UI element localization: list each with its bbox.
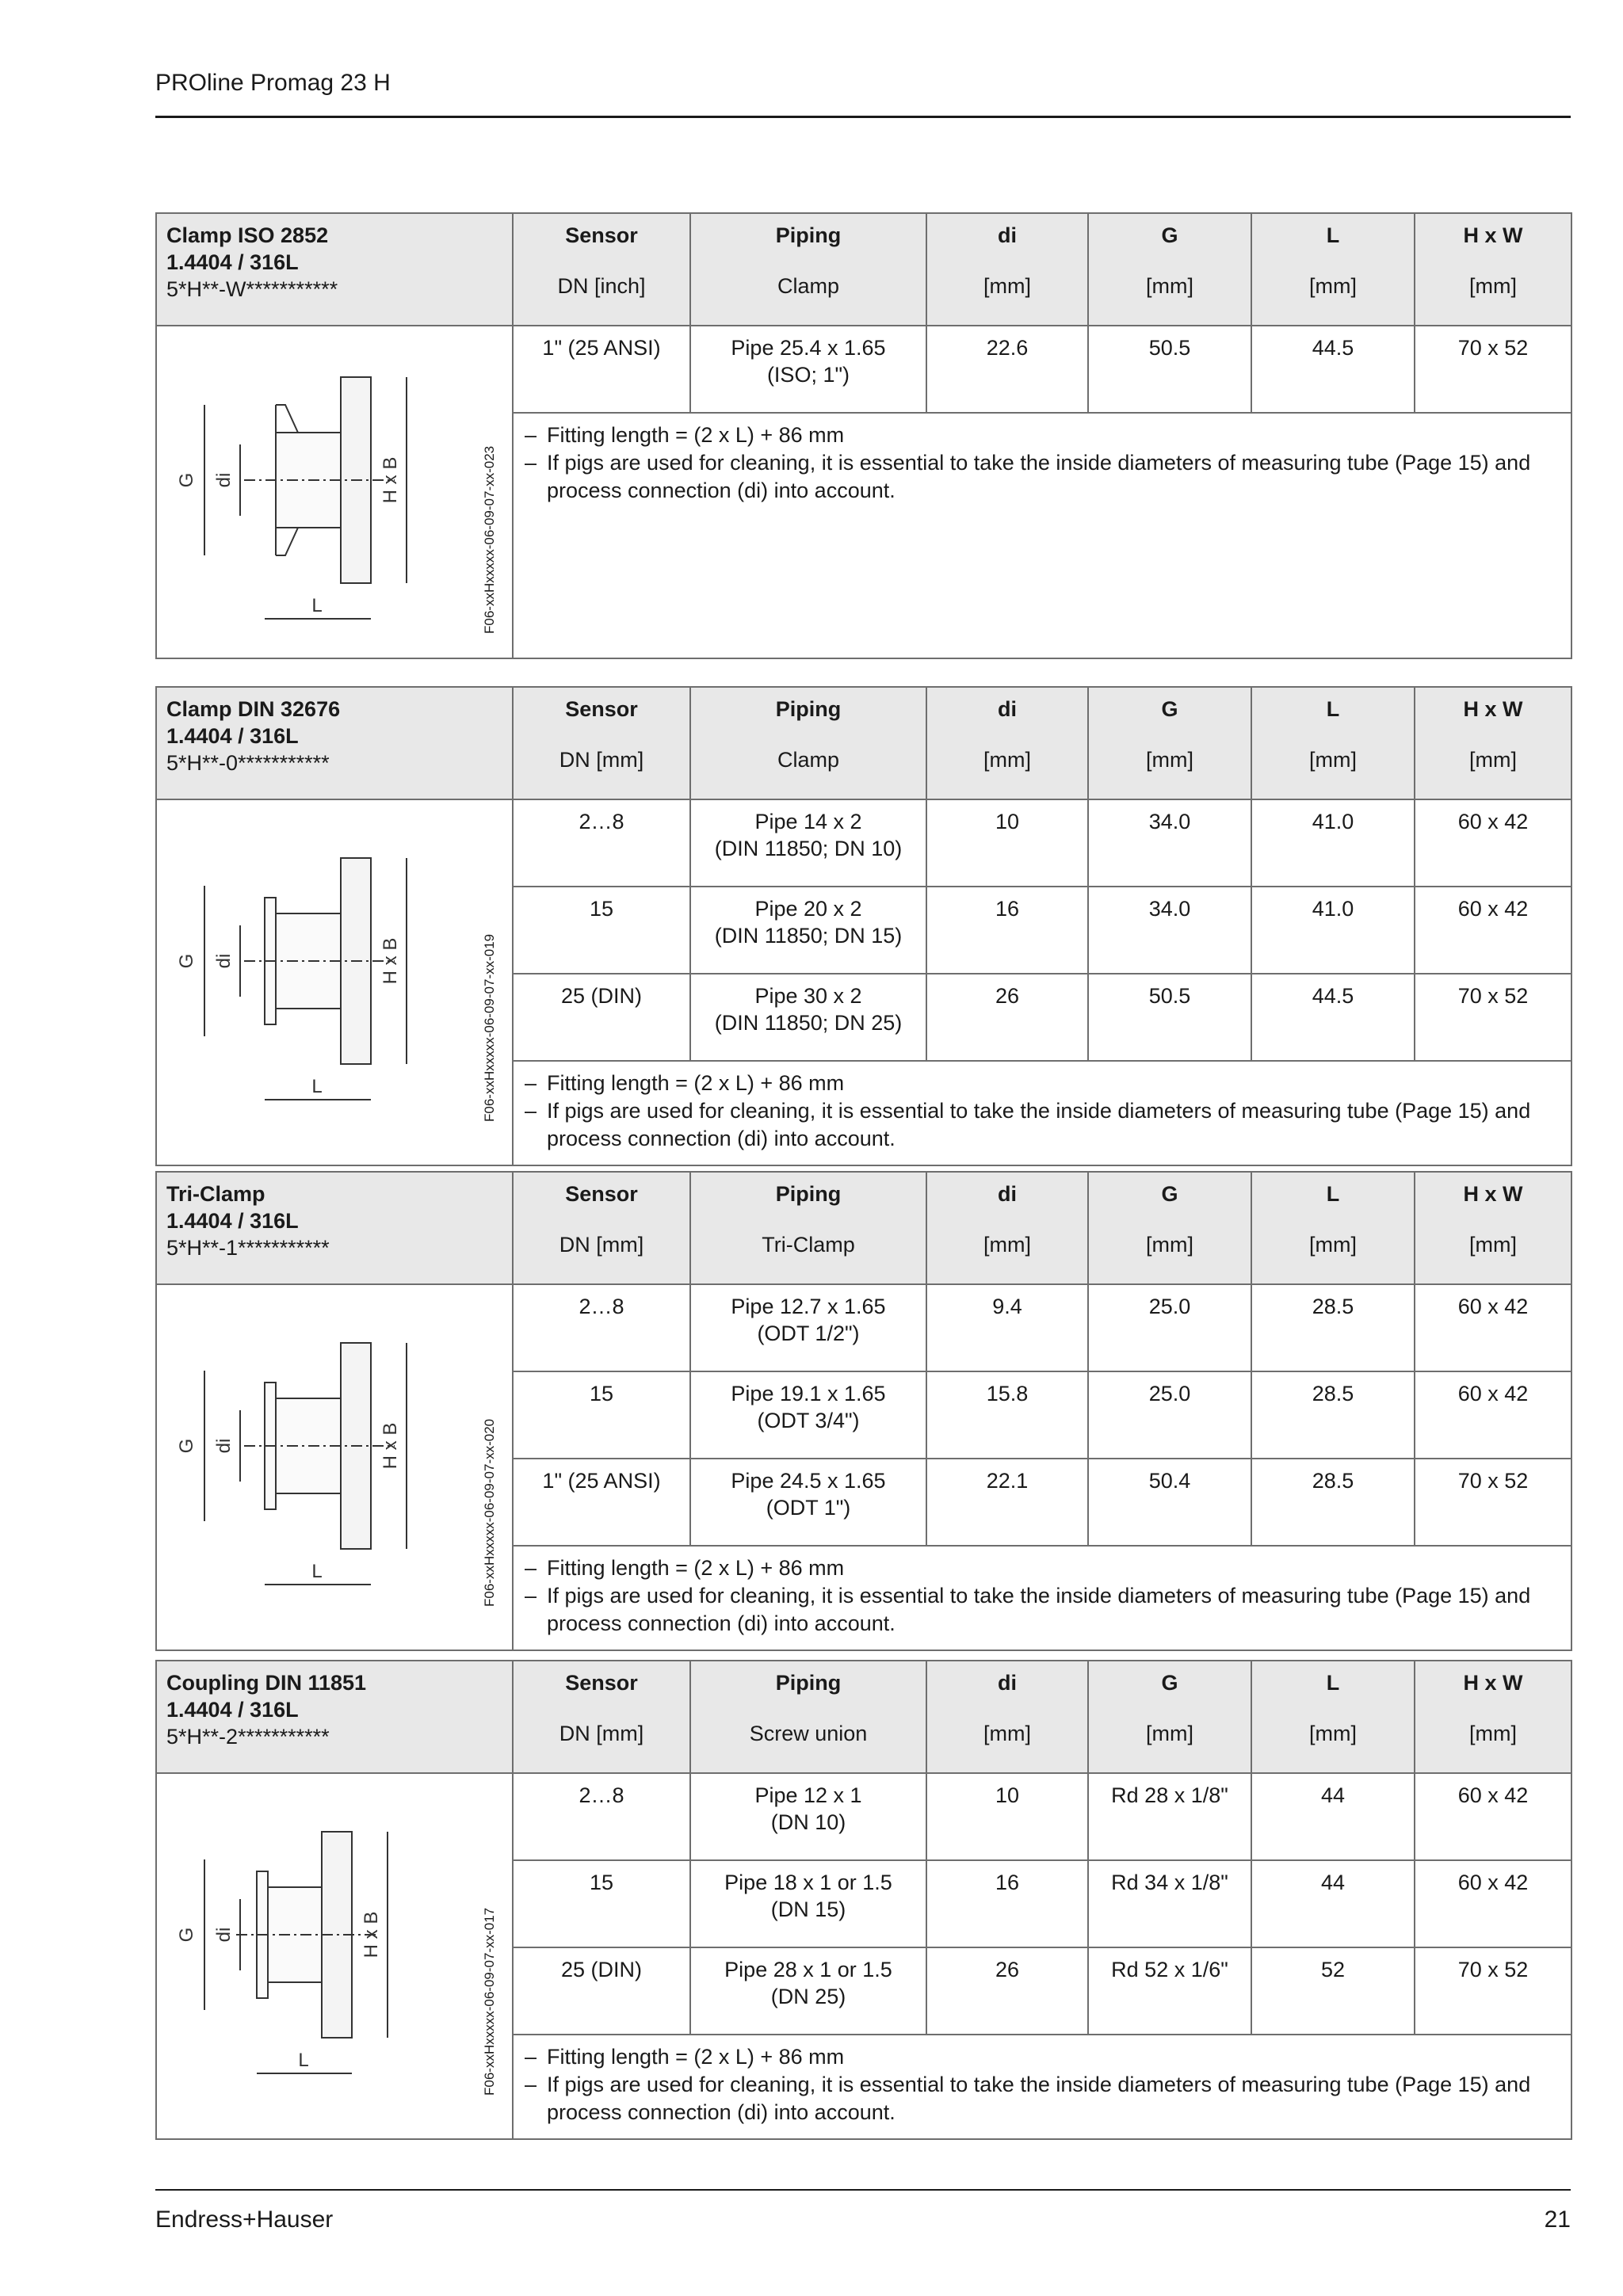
- column-header-piping: [690, 213, 926, 326]
- column-label-g: G: [1161, 697, 1178, 721]
- column-label-di: di: [998, 1671, 1017, 1695]
- cell-piping: Pipe 12 x 1 (DN 10): [690, 1773, 926, 1860]
- table-row: [156, 326, 1571, 413]
- cell-sensor: 25 (DIN): [513, 974, 690, 1061]
- cell-l: 41.0: [1251, 799, 1415, 887]
- notes-cell: [513, 1546, 1571, 1650]
- column-unit-g: [mm]: [1146, 1233, 1193, 1257]
- cell-g: 50.5: [1088, 326, 1251, 413]
- column-header-l: [1251, 213, 1415, 326]
- spec-table: [155, 1660, 1572, 2140]
- page-number: 21: [1544, 2206, 1571, 2233]
- note-item: – If pigs are used for cleaning, it is essential to take the inside diameters of measuring tube (Page 15) and process connection (di) into account.: [525, 2071, 1558, 2126]
- table-header-row: [156, 213, 1571, 326]
- cell-di: 10: [926, 1773, 1088, 1860]
- column-label-sensor: Sensor: [565, 1671, 638, 1695]
- cell-sensor: 25 (DIN): [513, 1947, 690, 2035]
- column-header-sensor: [513, 687, 690, 799]
- column-unit-g: [mm]: [1146, 1722, 1193, 1745]
- label-g: G: [176, 1927, 197, 1943]
- column-unit-sensor: DN [mm]: [559, 1722, 644, 1745]
- cell-g: 50.4: [1088, 1459, 1251, 1546]
- column-label-di: di: [998, 1182, 1017, 1206]
- cell-hxw: 70 x 52: [1415, 1459, 1571, 1546]
- column-label-piping: Piping: [775, 1182, 842, 1206]
- column-header-piping: [690, 1172, 926, 1284]
- column-unit-g: [mm]: [1146, 274, 1193, 298]
- column-label-sensor: Sensor: [565, 223, 638, 247]
- column-header-g: [1088, 687, 1251, 799]
- column-unit-hxw: [mm]: [1469, 748, 1517, 772]
- fitting-figure: [157, 800, 512, 1138]
- label-di: di: [213, 1438, 235, 1454]
- notes-cell: [513, 1061, 1571, 1165]
- fitting-figure: [157, 1285, 512, 1623]
- cell-g: 34.0: [1088, 887, 1251, 974]
- note-item: – Fitting length = (2 x L) + 86 mm: [525, 421, 1558, 449]
- cell-hxw: 60 x 42: [1415, 887, 1571, 974]
- cell-hxw: 60 x 42: [1415, 1284, 1571, 1371]
- column-label-piping: Piping: [775, 697, 842, 721]
- cell-di: 22.6: [926, 326, 1088, 413]
- page-header-title: PROline Promag 23 H: [155, 70, 391, 96]
- material-label: 1.4404 / 316L: [166, 724, 299, 748]
- column-header-hxw: [1415, 213, 1571, 326]
- table-header-row: [156, 1172, 1571, 1284]
- label-l: L: [311, 595, 323, 616]
- figure-code: F06-xxHxxxxx-06-09-07-xx-019: [482, 933, 497, 1122]
- column-unit-l: [mm]: [1309, 1722, 1357, 1745]
- column-header-g: [1088, 213, 1251, 326]
- connection-title: Clamp ISO 2852: [166, 223, 329, 247]
- cell-di: 10: [926, 799, 1088, 887]
- column-header-hxw: [1415, 1661, 1571, 1773]
- order-code: 5*H**-0***********: [166, 751, 330, 775]
- column-header-di: [926, 687, 1088, 799]
- footer-rule: [155, 2189, 1571, 2191]
- note-item: – Fitting length = (2 x L) + 86 mm: [525, 1554, 1558, 1582]
- cell-piping: Pipe 30 x 2 (DIN 11850; DN 25): [690, 974, 926, 1061]
- label-di: di: [213, 1927, 235, 1943]
- column-header-g: [1088, 1172, 1251, 1284]
- notes-cell: [513, 413, 1571, 658]
- notes-cell: [513, 2035, 1571, 2139]
- cell-sensor: 2…8: [513, 1773, 690, 1860]
- cell-hxw: 60 x 42: [1415, 1371, 1571, 1459]
- material-label: 1.4404 / 316L: [166, 250, 299, 274]
- cell-l: 44: [1251, 1773, 1415, 1860]
- cell-l: 44.5: [1251, 326, 1415, 413]
- column-header-sensor: [513, 1661, 690, 1773]
- table-title-cell: [156, 213, 513, 326]
- cell-g: Rd 52 x 1/6": [1088, 1947, 1251, 2035]
- column-label-di: di: [998, 223, 1017, 247]
- cell-hxw: 60 x 42: [1415, 1860, 1571, 1947]
- cell-di: 16: [926, 1860, 1088, 1947]
- note-item: – Fitting length = (2 x L) + 86 mm: [525, 2043, 1558, 2071]
- cell-sensor: 15: [513, 1371, 690, 1459]
- order-code: 5*H**-W***********: [166, 277, 338, 301]
- column-unit-hxw: [mm]: [1469, 1233, 1517, 1257]
- drawing-cell: [156, 1773, 513, 2139]
- label-di: di: [213, 472, 235, 488]
- cell-piping: Pipe 28 x 1 or 1.5 (DN 25): [690, 1947, 926, 2035]
- label-l: L: [311, 1561, 323, 1582]
- column-label-l: L: [1326, 1182, 1340, 1206]
- column-unit-di: [mm]: [983, 1233, 1031, 1257]
- cell-hxw: 70 x 52: [1415, 974, 1571, 1061]
- cell-sensor: 1" (25 ANSI): [513, 326, 690, 413]
- connection-title: Tri-Clamp: [166, 1182, 265, 1206]
- column-label-l: L: [1326, 697, 1340, 721]
- spec-table: [155, 1171, 1572, 1651]
- column-unit-sensor: DN [mm]: [559, 748, 644, 772]
- cell-hxw: 70 x 52: [1415, 1947, 1571, 2035]
- label-hxb: H x B: [380, 456, 401, 504]
- cell-l: 52: [1251, 1947, 1415, 2035]
- cell-di: 15.8: [926, 1371, 1088, 1459]
- column-header-l: [1251, 687, 1415, 799]
- fitting-figure: [157, 1774, 512, 2111]
- column-header-di: [926, 1661, 1088, 1773]
- cell-g: 25.0: [1088, 1371, 1251, 1459]
- drawing-cell: [156, 1284, 513, 1650]
- label-g: G: [176, 953, 197, 969]
- table-row: [156, 799, 1571, 887]
- column-label-l: L: [1326, 1671, 1340, 1695]
- column-unit-g: [mm]: [1146, 748, 1193, 772]
- table-title-cell: [156, 1172, 513, 1284]
- table-title-cell: [156, 687, 513, 799]
- note-item: – If pigs are used for cleaning, it is essential to take the inside diameters of measuring tube (Page 15) and process connection (di) into account.: [525, 1582, 1558, 1638]
- column-unit-sensor: DN [mm]: [559, 1233, 644, 1257]
- column-label-hxw: H x W: [1463, 223, 1523, 247]
- column-unit-piping: Tri-Clamp: [762, 1233, 855, 1257]
- fitting-figure: [157, 326, 512, 650]
- column-header-sensor: [513, 1172, 690, 1284]
- label-l: L: [298, 2050, 309, 2071]
- cell-piping: Pipe 20 x 2 (DIN 11850; DN 15): [690, 887, 926, 974]
- cell-di: 16: [926, 887, 1088, 974]
- figure-code: F06-xxHxxxxx-06-09-07-xx-017: [482, 1907, 497, 2096]
- cell-piping: Pipe 14 x 2 (DIN 11850; DN 10): [690, 799, 926, 887]
- cell-l: 28.5: [1251, 1371, 1415, 1459]
- column-label-piping: Piping: [775, 1671, 842, 1695]
- cell-l: 28.5: [1251, 1284, 1415, 1371]
- cell-piping: Pipe 24.5 x 1.65 (ODT 1"): [690, 1459, 926, 1546]
- label-hxb: H x B: [380, 1422, 401, 1470]
- column-label-hxw: H x W: [1463, 1182, 1523, 1206]
- cell-piping: Pipe 25.4 x 1.65 (ISO; 1"): [690, 326, 926, 413]
- cell-piping: Pipe 19.1 x 1.65 (ODT 3/4"): [690, 1371, 926, 1459]
- column-label-sensor: Sensor: [565, 697, 638, 721]
- fitting-drawing: [204, 1343, 407, 1585]
- drawing-cell: [156, 326, 513, 658]
- column-unit-l: [mm]: [1309, 1233, 1357, 1257]
- column-unit-di: [mm]: [983, 748, 1031, 772]
- cell-g: Rd 28 x 1/8": [1088, 1773, 1251, 1860]
- column-header-di: [926, 1172, 1088, 1284]
- cell-sensor: 2…8: [513, 799, 690, 887]
- cell-di: 22.1: [926, 1459, 1088, 1546]
- label-di: di: [213, 953, 235, 969]
- column-label-g: G: [1161, 1671, 1178, 1695]
- header-rule: [155, 116, 1571, 118]
- note-item: – If pigs are used for cleaning, it is essential to take the inside diameters of measuring tube (Page 15) and process connection (di) into account.: [525, 1097, 1558, 1153]
- cell-sensor: 15: [513, 887, 690, 974]
- cell-piping: Pipe 12.7 x 1.65 (ODT 1/2"): [690, 1284, 926, 1371]
- cell-sensor: 2…8: [513, 1284, 690, 1371]
- column-unit-piping: Screw union: [749, 1722, 868, 1745]
- column-unit-hxw: [mm]: [1469, 274, 1517, 298]
- column-label-di: di: [998, 697, 1017, 721]
- cell-l: 41.0: [1251, 887, 1415, 974]
- spec-table: [155, 212, 1572, 659]
- cell-l: 44: [1251, 1860, 1415, 1947]
- column-header-piping: [690, 687, 926, 799]
- column-label-hxw: H x W: [1463, 1671, 1523, 1695]
- fitting-drawing: [204, 377, 407, 619]
- column-header-hxw: [1415, 687, 1571, 799]
- figure-code: F06-xxHxxxxx-06-09-07-xx-020: [482, 1418, 497, 1607]
- column-label-g: G: [1161, 1182, 1178, 1206]
- label-g: G: [176, 1438, 197, 1454]
- note-item: – Fitting length = (2 x L) + 86 mm: [525, 1070, 1558, 1097]
- column-unit-sensor: DN [inch]: [557, 274, 646, 298]
- cell-piping: Pipe 18 x 1 or 1.5 (DN 15): [690, 1860, 926, 1947]
- note-item: – If pigs are used for cleaning, it is essential to take the inside diameters of measuring tube (Page 15) and process connection (di) into account.: [525, 449, 1558, 505]
- table-row: [156, 1284, 1571, 1371]
- column-unit-piping: Clamp: [777, 748, 840, 772]
- cell-sensor: 1" (25 ANSI): [513, 1459, 690, 1546]
- cell-g: 50.5: [1088, 974, 1251, 1061]
- cell-l: 28.5: [1251, 1459, 1415, 1546]
- column-label-sensor: Sensor: [565, 1182, 638, 1206]
- order-code: 5*H**-2***********: [166, 1725, 330, 1749]
- cell-g: 25.0: [1088, 1284, 1251, 1371]
- order-code: 5*H**-1***********: [166, 1236, 330, 1260]
- cell-di: 26: [926, 1947, 1088, 2035]
- column-unit-di: [mm]: [983, 274, 1031, 298]
- column-header-hxw: [1415, 1172, 1571, 1284]
- column-label-piping: Piping: [775, 223, 842, 247]
- column-unit-l: [mm]: [1309, 748, 1357, 772]
- column-label-g: G: [1161, 223, 1178, 247]
- column-header-piping: [690, 1661, 926, 1773]
- connection-title: Clamp DIN 32676: [166, 697, 341, 721]
- column-header-l: [1251, 1661, 1415, 1773]
- table-title-cell: [156, 1661, 513, 1773]
- column-header-sensor: [513, 213, 690, 326]
- column-header-di: [926, 213, 1088, 326]
- material-label: 1.4404 / 316L: [166, 1209, 299, 1233]
- label-l: L: [311, 1076, 323, 1097]
- cell-g: Rd 34 x 1/8": [1088, 1860, 1251, 1947]
- cell-hxw: 60 x 42: [1415, 1773, 1571, 1860]
- column-unit-di: [mm]: [983, 1722, 1031, 1745]
- column-header-g: [1088, 1661, 1251, 1773]
- fitting-drawing: [204, 858, 407, 1100]
- material-label: 1.4404 / 316L: [166, 1698, 299, 1722]
- cell-g: 34.0: [1088, 799, 1251, 887]
- cell-di: 9.4: [926, 1284, 1088, 1371]
- column-label-hxw: H x W: [1463, 697, 1523, 721]
- table-row: [156, 1773, 1571, 1860]
- spec-table: [155, 686, 1572, 1166]
- cell-hxw: 60 x 42: [1415, 799, 1571, 887]
- column-unit-piping: Clamp: [777, 274, 840, 298]
- cell-sensor: 15: [513, 1860, 690, 1947]
- column-unit-l: [mm]: [1309, 274, 1357, 298]
- footer-brand: Endress+Hauser: [155, 2206, 334, 2233]
- column-unit-hxw: [mm]: [1469, 1722, 1517, 1745]
- drawing-cell: [156, 799, 513, 1165]
- cell-di: 26: [926, 974, 1088, 1061]
- table-header-row: [156, 687, 1571, 799]
- label-g: G: [176, 472, 197, 488]
- label-hxb: H x B: [380, 937, 401, 985]
- connection-title: Coupling DIN 11851: [166, 1671, 367, 1695]
- label-hxb: H x B: [361, 1911, 382, 1958]
- table-header-row: [156, 1661, 1571, 1773]
- cell-hxw: 70 x 52: [1415, 326, 1571, 413]
- cell-l: 44.5: [1251, 974, 1415, 1061]
- column-header-l: [1251, 1172, 1415, 1284]
- figure-code: F06-xxHxxxxx-06-09-07-xx-023: [482, 445, 497, 634]
- column-label-l: L: [1326, 223, 1340, 247]
